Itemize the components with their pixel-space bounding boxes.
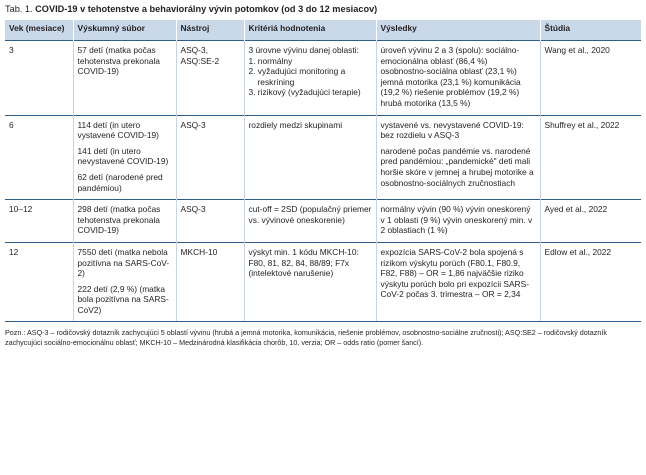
criteria-item: 1. normálny [248, 55, 293, 66]
header-tool: Nástroj [176, 20, 244, 41]
cell-criteria [244, 41, 376, 116]
results-text: úroveň vývinu 2 a 3 (spolu): sociálno-emocionálna oblasť (86,4 %) osobnostno-sociálna oblasť (23,1 %) jemná motorika (23,1 %) komunikácia (19,2 %) riešenie problémov (19,2 %) hrubá motorika (13,5 %) [380, 45, 521, 108]
cell-tool: ASQ-3, ASQ:SE-2 [176, 41, 244, 116]
criteria-list [249, 56, 372, 98]
sample-text: 298 detí (matka počas tehotenstva prekonala COVID-19) [77, 204, 161, 236]
cell-sample [73, 115, 176, 200]
caption-prefix: Tab. 1. [5, 4, 33, 14]
criteria-intro: rozdiely medzi skupinami [248, 119, 343, 130]
header-results: Výsledky [376, 20, 540, 41]
results-table [5, 20, 641, 322]
table-caption [5, 3, 641, 16]
cell-age: 12 [5, 242, 73, 322]
results-text: narodené počas pandémie vs. narodené pred pandémiou: „pandemické" deti mali horšie skóre v jemnej a hrubej motorike a osobnostno-sociálnych zručnostiach [380, 145, 534, 188]
cell-age: 6 [5, 115, 73, 200]
caption-title: COVID-19 v tehotenstve a behaviorálny vývin potomkov (od 3 do 12 mesiacov) [35, 4, 378, 14]
cell-criteria [244, 242, 376, 322]
header-age: Vek (mesiace) [5, 20, 73, 41]
cell-study: Edlow et al., 2022 [540, 242, 641, 322]
criteria-item: 3. rizikový (vyžadujúci terapie) [248, 87, 361, 98]
cell-tool: ASQ-3 [176, 200, 244, 243]
table-header-row [5, 20, 641, 41]
sample-text: 114 detí (in utero vystavené COVID-19) [77, 119, 159, 141]
criteria-item: 2. vyžadujúci monitoring a reskríning [248, 66, 346, 87]
cell-sample [73, 242, 176, 322]
cell-study: Wang et al., 2020 [540, 41, 641, 116]
sample-text: 7550 detí (matka nebola pozitívna na SARS-CoV-2) [77, 246, 170, 279]
cell-sample [73, 200, 176, 243]
cell-results [376, 41, 540, 116]
cell-age: 10–12 [5, 200, 73, 243]
header-criteria: Kritériá hodnotenia [244, 20, 376, 41]
table-row [5, 115, 641, 200]
cell-age: 3 [5, 41, 73, 116]
cell-results [376, 242, 540, 322]
results-text: vystavené vs. nevystavené COVID-19: bez rozdielu v ASQ-3 [380, 119, 524, 141]
cell-criteria [244, 115, 376, 200]
cell-study: Ayed et al., 2022 [540, 200, 641, 243]
cell-study: Shuffrey et al., 2022 [540, 115, 641, 200]
sample-text: 57 detí (matka počas tehotenstva prekonala COVID-19) [77, 45, 160, 77]
cell-tool: MKCH-10 [176, 242, 244, 322]
header-sample: Výskumný súbor [73, 20, 176, 41]
header-study: Štúdia [540, 20, 641, 41]
cell-criteria [244, 200, 376, 243]
cell-results [376, 200, 540, 243]
sample-text: 62 detí (narodené pred pandémiou) [77, 171, 163, 193]
criteria-intro: výskyt min. 1 kódu MKCH-10: F80, 81, 82, 84, 88/89; F7x (intelektové narušenie) [248, 246, 359, 279]
cell-sample [73, 41, 176, 116]
sample-text: 141 detí (in utero nevystavené COVID-19) [77, 145, 169, 167]
results-text: normálny vývin (90 %) vývin oneskorený v 1 oblasti (9 %) vývin oneskorený min. v 2 oblastiach (1 %) [380, 204, 533, 236]
table-notes: Pozn.: ASQ-3 – rodičovský dotazník zachycujúci 5 oblastí vývinu (hrubá a jemná motorika, komunikácia, riešenie problémov, osobnostno-sociálne zručnosti); ASQ:SE2 – rodičovský dotazník zachycujúci sociálno-emocionálnu oblasť; MKCH-10 – Medzinárodná klasifikácia chorôb, 10. verzia; OR – odds ratio (pomer šancí). [5, 328, 607, 347]
table-row [5, 41, 641, 116]
results-text: expozícia SARS-CoV-2 bola spojená s rizikom výskytu porúch (F80.1, F80.9, F82, F88) – OR = 1,86 najväčšie riziko výskytu porúch bolo pri expozícii SARS-CoV-2 počas 3. trimestra – OR = 2,34 [380, 246, 529, 300]
cell-results [376, 115, 540, 200]
sample-text: 222 detí (2,9 %) (matka bola pozitívna na SARS-CoV2) [77, 283, 169, 315]
table-row [5, 200, 641, 243]
table-row [5, 242, 641, 322]
cell-tool: ASQ-3 [176, 115, 244, 200]
criteria-intro: cut-off = 2SD (populačný priemer vs. vývinové oneskorenie) [248, 204, 372, 225]
criteria-intro: 3 úrovne vývinu danej oblasti: [248, 45, 359, 55]
